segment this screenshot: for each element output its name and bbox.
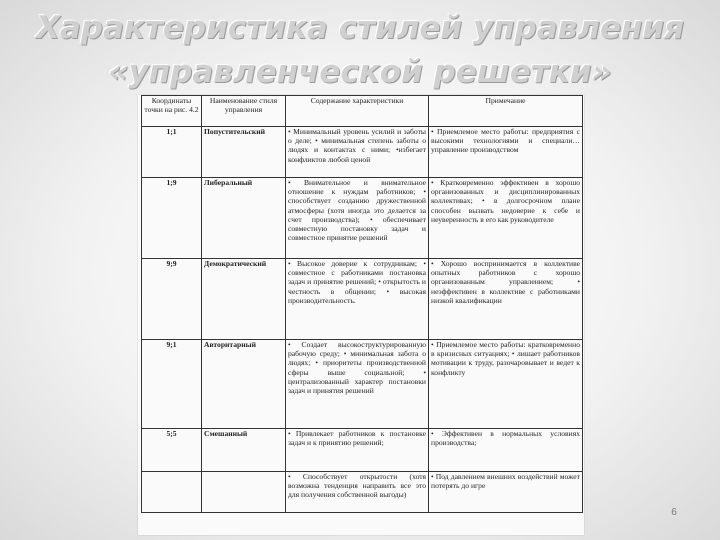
- slide-title: [0, 6, 720, 94]
- cell-content: • Высокое доверие к сотрудникам; • совместное с работниками постановка задач и принятие решений; • открытость и честность в общении; • высокая производительность.: [286, 259, 429, 340]
- table-row: [142, 259, 583, 340]
- cell-content: • Способствует открытости (хотя возможна тенденция направить все это для получения собственной выгоды): [286, 472, 429, 513]
- management-styles-table: [141, 95, 583, 513]
- cell-note: • Приемлемое место работы: предприятия с высокими технологиями и специали… управление производством: [429, 127, 583, 178]
- cell-note: • Приемлемое место работы: кратковременно в кризисных ситуациях; • лишает работников мотивации к труду, разочаровывает и ведет к конфликту: [429, 340, 583, 429]
- cell-coordinates: 9;9: [142, 259, 202, 340]
- table-row: [142, 178, 583, 259]
- slide-title-line-2: «управленческой решетки»: [108, 54, 612, 90]
- cell-coordinates: 1;1: [142, 127, 202, 178]
- cell-note: • Эффективен в нормальных условиях производства;: [429, 429, 583, 472]
- cell-note: • Кратковременно эффективен в хорошо организованных и дисциплинированных коллективах; • в долгосрочном плане способен вызвать недоверие к себе и неуверенность в его как руководителе: [429, 178, 583, 259]
- cell-content: • Создает высокоструктурированную рабочую среду; • минимальная забота о людях; • приоритеты производственной сферы выше социальной; • централизованный характер постановки задач и принятия решений: [286, 340, 429, 429]
- table-header-row: [142, 96, 583, 127]
- table-row: [142, 472, 583, 513]
- cell-style-name: Демократический: [202, 259, 286, 340]
- cell-style-name: Попустительский: [202, 127, 286, 178]
- cell-coordinates: 1;9: [142, 178, 202, 259]
- cell-note: • Хорошо воспринимается в коллективе опытных работников с хорошо организованным управлением; • неэффективен в коллективе с работниками низкой квалификации: [429, 259, 583, 340]
- header-coordinates: Координаты точки на рис. 4.2: [142, 96, 202, 127]
- cell-style-name: [202, 472, 286, 513]
- cell-style-name: Авторитарный: [202, 340, 286, 429]
- cell-style-name: Либеральный: [202, 178, 286, 259]
- header-note: Примечание: [429, 96, 583, 127]
- table-row: [142, 340, 583, 429]
- cell-coordinates: 9;1: [142, 340, 202, 429]
- header-content: Содержание характеристики: [286, 96, 429, 127]
- cell-content: • Привлекает работников к постановке задач и к принятию решений;: [286, 429, 429, 472]
- cell-note: • Под давлением внешних воздействий может потерять до игре: [429, 472, 583, 513]
- cell-coordinates: 5;5: [142, 429, 202, 472]
- slide-title-line-1: Характеристика стилей управления: [35, 10, 685, 46]
- cell-content: • Внимательное и внимательное отношение к нуждам работников; • способствует созданию дружественной атмосферы (хотя иногда это делается за счет производства); • обеспечивает совместную постановку задач и совместное принятие решений: [286, 178, 429, 259]
- scanned-table-image: [138, 95, 584, 535]
- cell-coordinates: [142, 472, 202, 513]
- page-number: 6: [671, 507, 677, 518]
- table-row: [142, 127, 583, 178]
- cell-style-name: Смешанный: [202, 429, 286, 472]
- table-row: [142, 429, 583, 472]
- header-style-name: Наименование стиля управления: [202, 96, 286, 127]
- cell-content: • Минимальный уровень усилий и заботы о деле; • минимальная степень заботы о людях и контактах с ними; •избегает конфликтов любой ценой: [286, 127, 429, 178]
